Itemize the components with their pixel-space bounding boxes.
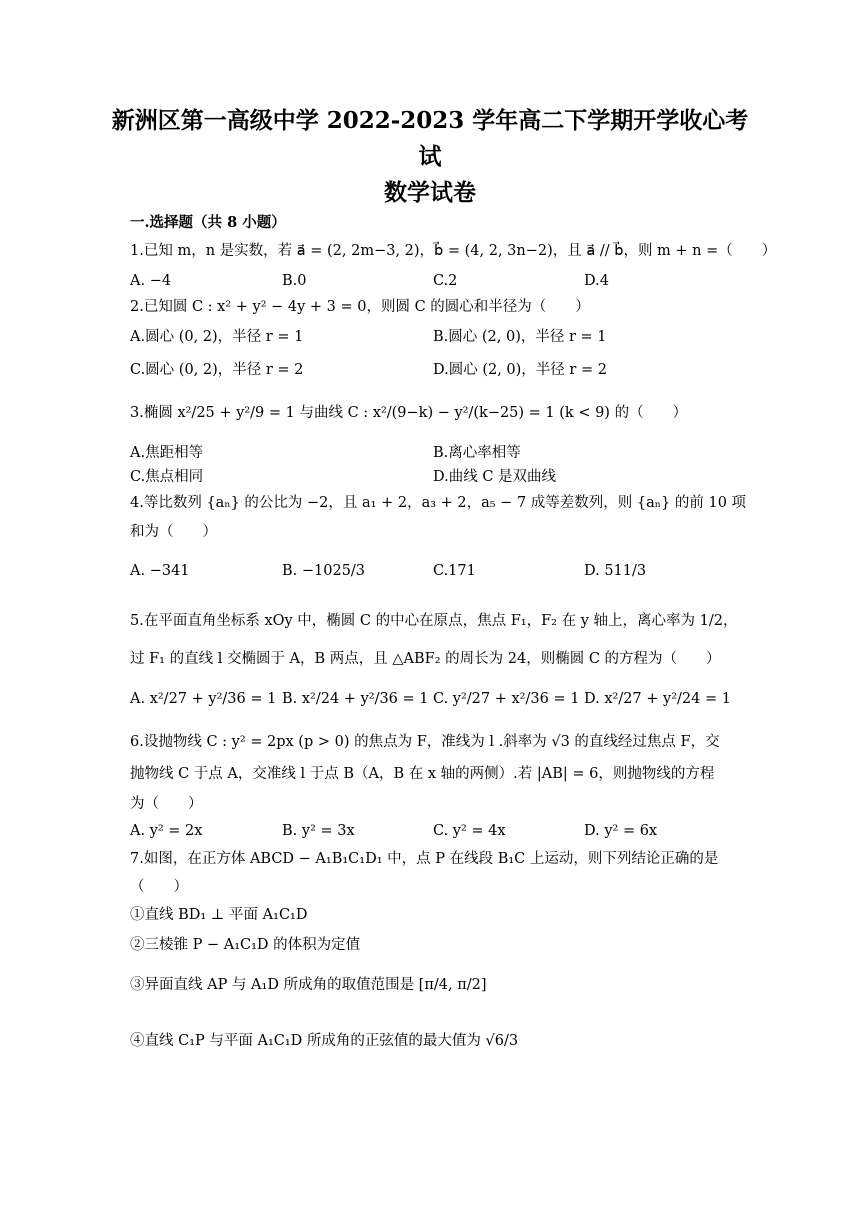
question-6-stem-line2: 抛物线 C 于点 A，交准线 l 于点 B（A，B 在 x 轴的两侧）.若 |AB| = 6，则抛物线的方程 [130, 766, 715, 782]
exam-title-line2: 试 [418, 143, 442, 170]
q2-option-b: B.圆心 (2, 0)，半径 r = 1 [433, 329, 607, 345]
exam-subtitle: 数学试卷 [384, 179, 476, 206]
q7-statement-1: ①直线 BD₁ ⊥ 平面 A₁C₁D [130, 907, 308, 923]
q1-option-b: B.0 [282, 273, 307, 289]
question-7-stem-line1: 7.如图，在正方体 ABCD − A₁B₁C₁D₁ 中，点 P 在线段 B₁C 上运动，则下列结论正确的是 [130, 851, 719, 867]
q4-option-d: D. 511/3 [584, 563, 647, 579]
question-6-stem-line3: 为（ ） [130, 796, 203, 812]
question-5-stem-line2: 过 F₁ 的直线 l 交椭圆于 A，B 两点，且 △ABF₂ 的周长为 24，则椭圆 C 的方程为（ ） [130, 651, 721, 667]
question-3-stem: 3.椭圆 x²/25 + y²/9 = 1 与曲线 C : x²/(9−k) − y²/(k−25) = 1 (k < 9) 的（ ） [130, 405, 688, 421]
question-7-stem-line2: （ ） [130, 879, 188, 895]
q7-statement-2: ②三棱锥 P − A₁C₁D 的体积为定值 [130, 937, 361, 953]
q4-option-c: C.171 [433, 563, 476, 579]
q1-option-c: C.2 [433, 273, 458, 289]
q3-option-d: D.曲线 C 是双曲线 [433, 469, 557, 485]
exam-title-line1: 新洲区第一高级中学 2022-2023 学年高二下学期开学收心考 [111, 107, 749, 134]
question-6-stem-line1: 6.设抛物线 C : y² = 2px (p > 0) 的焦点为 F，准线为 l .斜率为 √3 的直线经过焦点 F，交 [130, 734, 720, 750]
question-4-stem-line2: 和为（ ） [130, 524, 217, 540]
q2-option-c: C.圆心 (0, 2)，半径 r = 2 [130, 362, 304, 378]
q7-statement-3: ③异面直线 AP 与 A₁D 所成角的取值范围是 [π/4, π/2] [130, 977, 487, 993]
q1-option-a: A. −4 [130, 273, 172, 289]
q2-option-a: A.圆心 (0, 2)，半径 r = 1 [130, 329, 304, 345]
question-1-stem: 1.已知 m，n 是实数，若 a⃗ = (2, 2m−3, 2)，b⃗ = (4, 2, 3n−2)，且 a⃗ // b⃗，则 m + n =（ ） [130, 243, 777, 259]
q1-option-d: D.4 [584, 273, 609, 289]
section-heading: 一.选择题（共 8 小题） [130, 214, 286, 231]
q6-option-b: B. y² = 3x [282, 823, 355, 839]
q6-option-d: D. y² = 6x [584, 823, 658, 839]
q7-statement-4: ④直线 C₁P 与平面 A₁C₁D 所成角的正弦值的最大值为 √6/3 [130, 1033, 519, 1049]
question-5-stem-line1: 5.在平面直角坐标系 xOy 中，椭圆 C 的中心在原点，焦点 F₁，F₂ 在 y 轴上，离心率为 1/2， [130, 613, 738, 629]
q3-option-c: C.焦点相同 [130, 469, 204, 485]
q6-option-a: A. y² = 2x [130, 823, 203, 839]
q4-option-a: A. −341 [130, 563, 190, 579]
q5-option-b: B. x²/24 + y²/36 = 1 [282, 691, 429, 707]
q6-option-c: C. y² = 4x [433, 823, 506, 839]
question-2-stem: 2.已知圆 C : x² + y² − 4y + 3 = 0，则圆 C 的圆心和半径为（ ） [130, 299, 590, 315]
question-4-stem-line1: 4.等比数列 {aₙ} 的公比为 −2，且 a₁ + 2，a₃ + 2，a₅ − 7 成等差数列，则 {aₙ} 的前 10 项 [130, 495, 747, 511]
q3-option-a: A.焦距相等 [130, 445, 204, 461]
q5-option-d: D. x²/27 + y²/24 = 1 [584, 691, 731, 707]
q5-option-c: C. y²/27 + x²/36 = 1 [433, 691, 580, 707]
q4-option-b: B. −1025/3 [282, 563, 366, 579]
q3-option-b: B.离心率相等 [433, 445, 521, 461]
q5-option-a: A. x²/27 + y²/36 = 1 [130, 691, 277, 707]
q2-option-d: D.圆心 (2, 0)，半径 r = 2 [433, 362, 607, 378]
